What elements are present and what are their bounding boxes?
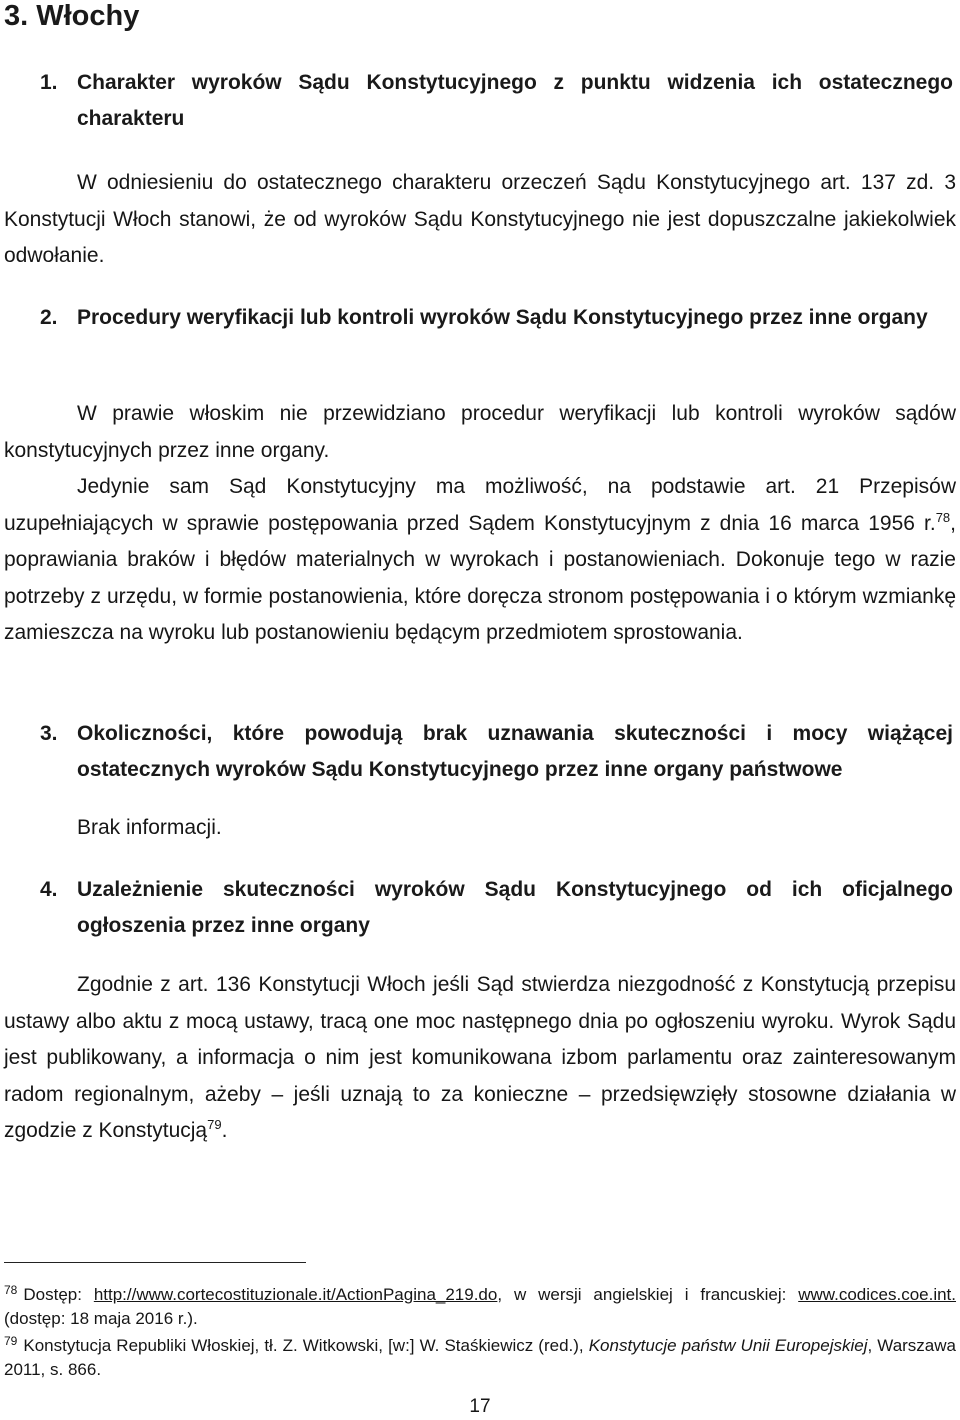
footnote-text: (dostęp: 18 maja 2016 r.). [4,1309,198,1328]
section-number: 2. [40,306,58,329]
footnote-link-codices[interactable]: www.codices.coe.int. [798,1285,957,1304]
footnote-text: , Warszawa 2011, s. 866. [4,1336,956,1379]
section-3-paragraph: Brak informacji. [77,816,222,839]
section-title: Uzależnienie skuteczności wyroków Sądu Konstytucyjnego od ich oficjalnego ogłoszenia przez inne organy [77,878,953,937]
section-2-paragraph-1 [4,396,956,469]
footnote-ref-78[interactable]: 78 [935,509,951,525]
footnote-mark: 79 [4,1334,18,1348]
section-number: 4. [40,878,58,901]
footnote-link-cortecostituzionale[interactable]: http://www.cortecostituzionale.it/ActionPagina_219.do [93,1285,498,1304]
section-title: Okoliczności, które powodują brak uznawania skuteczności i mocy wiążącej ostatecznych wyroków Sądu Konstytucyjnego przez inne organy państwowe [77,722,953,781]
paragraph-end: . [221,1119,228,1142]
section-number: 1. [40,71,58,94]
page-number: 17 [469,1396,491,1417]
paragraph-text: W odniesieniu do ostatecznego charakteru orzeczeń Sądu Konstytucyjnego art. 137 zd. 3 Konstytucji Włoch stanowi, że od wyroków Sądu Konstytucyjnego nie jest dopuszczalne jakiekolwiek odwołanie. [4,171,956,267]
section-2-heading [40,300,956,336]
section-number: 3. [40,722,58,745]
paragraph-text: Jedynie sam Sąd Konstytucyjny ma możliwość, na podstawie art. 21 Przepisów uzupełniających w sprawie postępowania przed Sądem Konstytucyjnym z dnia 16 marca 1956 r. [4,475,956,535]
footnote-text: Konstytucja Republiki Włoskiej, tł. Z. Witkowski, [w:] W. Staśkiewicz (red.), [23,1336,589,1355]
footnote-79 [4,1329,956,1382]
paragraph-text-cont: , poprawiania braków i błędów materialnych w wyrokach i postanowieniach. Dokonuje tego w razie potrzeby z urzędu, w formie postanowienia, które doręcza stronom postępowania i o którym wzmiankę zamieszcza na wyroku lub postanowieniu będącym przedmiotem sprostowania. [4,511,956,644]
section-4-heading [40,872,956,944]
section-1-heading [40,65,956,137]
footnote-text: Dostęp: [23,1285,94,1304]
footnote-book-title: Konstytucje państw Unii Europejskiej [588,1336,868,1355]
section-4-paragraph [4,967,956,1150]
section-1-paragraph [4,165,956,275]
section-3-heading [40,716,956,788]
footnote-ref-79[interactable]: 79 [207,1117,222,1132]
footnote-separator [4,1262,306,1263]
section-title: Charakter wyroków Sądu Konstytucyjnego z punktu widzenia ich ostatecznego charakteru [77,71,953,130]
paragraph-text: Zgodnie z art. 136 Konstytucji Włoch jeśli Sąd stwierdza niezgodność z Konstytucją przepisu ustawy albo aktu z mocą ustawy, tracą one moc następnego dnia po ogłoszeniu wyroku. Wyrok Sądu jest publikowany, a informacja o nim jest komunikowana izbom parlamentu oraz zainteresowanym radom regionalnym, ażeby – jeśli uznają to za konieczne – przedsięwzięły stosowne działania w zgodzie z Konstytucją [4,973,956,1142]
section-title: Procedury weryfikacji lub kontroli wyroków Sądu Konstytucyjnego przez inne organy [77,306,928,329]
footnote-text: , w wersji angielskiej i francuskiej: [497,1285,799,1304]
footnote-78 [4,1278,956,1331]
page-heading: 3. Włochy [4,0,140,32]
footnote-mark: 78 [4,1283,18,1297]
section-2-paragraph-2 [4,469,956,652]
paragraph-text: W prawie włoskim nie przewidziano procedur weryfikacji lub kontroli wyroków sądów konstytucyjnych przez inne organy. [4,402,956,462]
